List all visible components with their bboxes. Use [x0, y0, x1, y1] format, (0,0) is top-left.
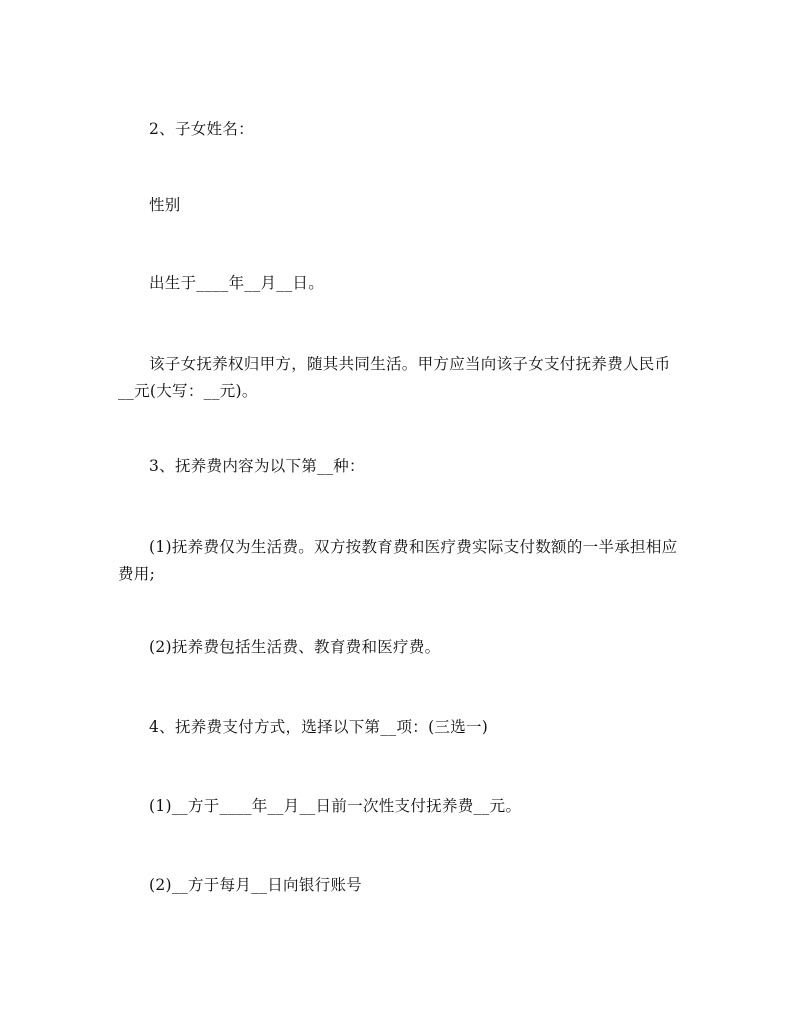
- gender-line: 性别: [149, 196, 181, 214]
- support-content-heading: 3、抚养费内容为以下第__种：: [149, 457, 365, 475]
- custody-paragraph: 该子女抚养权归甲方，随其共同生活。甲方应当向该子女支付抚养费人民币__元(大写：__元)。: [118, 355, 671, 400]
- payment-option-1: (1)__方于____年__月__日前一次性支付抚养费__元。: [149, 797, 522, 815]
- payment-method-heading: 4、抚养费支付方式，选择以下第__项：(三选一): [149, 718, 489, 736]
- support-option-1: (1)抚养费仅为生活费。双方按教育费和医疗费实际支付数额的一半承担相应费用;: [118, 538, 678, 583]
- birth-date-line: 出生于____年__月__日。: [149, 274, 325, 292]
- child-name-line: 2、子女姓名：: [149, 120, 254, 138]
- support-option-2: (2)抚养费包括生活费、教育费和医疗费。: [149, 638, 441, 656]
- payment-option-2: (2)__方于每月__日向银行账号: [149, 876, 363, 894]
